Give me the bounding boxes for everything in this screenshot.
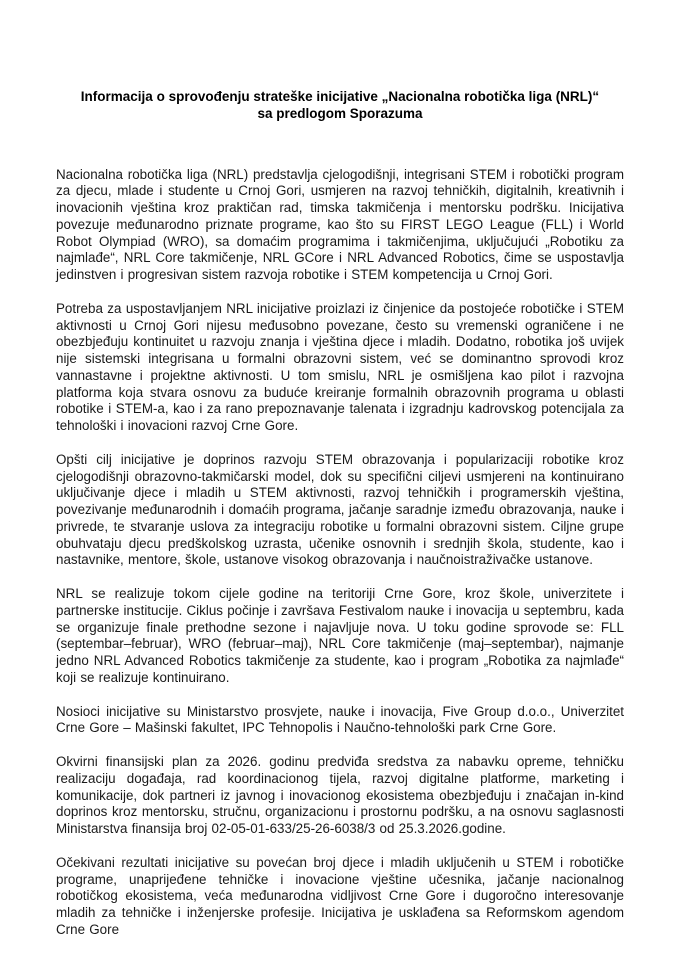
paragraph-implementation: NRL se realizuje tokom cijele godine na teritoriji Crne Gore, kroz škole, univerzitete i partnerske institucije. Ciklus počinje i završava Festivalom nauke i inovacija u septembru, kada se organizuje finale prethodne sezone i najavljuje nova. U toku godine sprovode se: FLL (septembar–februar), WRO (februar–maj), NRL Core takmičenje (maj–septembar), najmanje jedno NRL Advanced Robotics takmičenje za studente, kao i program „Robotika za najmlađe“ koji se realizuje kontinuirano. [56, 586, 624, 685]
paragraph-need: Potreba za uspostavljanjem NRL inicijative proizlazi iz činjenice da postojeće robotičke i STEM aktivnosti u Crnoj Gori nijesu međusobno povezane, često su vremenski ograničene i ne obezbjeđuju kontinuitet u razvoju znanja i vještina djece i mladih. Dodatno, robotika još uvijek nije sistemski integrisana u formalni obrazovni sistem, već se dominantno sprovodi kroz vannastavne i projektne aktivnosti. U tom smislu, NRL je osmišljena kao pilot i razvojna platforma koja stvara osnovu za buduće kreiranje formalnih obrazovnih programa u oblasti robotike i STEM-a, kao i za rano prepoznavanje talenata i izgradnju kadrovskog potencijala za tehnološki i inovacioni razvoj Crne Gore. [56, 300, 624, 434]
paragraph-expected-results: Očekivani rezultati inicijative su povećan broj djece i mladih uključenih u STEM i robotičke programe, unaprijeđene tehničke i inovacione vještine učesnika, jačanje nacionalnog robotičkog ekosistema, veća međunarodna vidljivost Crne Gore i dugoročno interesovanje mladih za tehničke i inženjerske profesije. Inicijativa je usklađena sa Reformskom agendom Crne Gore [56, 854, 624, 937]
document-body [56, 167, 624, 939]
document-title: Informacija o sprovođenju strateške inicijative „Nacionalna robotička liga (NRL)“ sa predlogom Sporazuma [80, 89, 600, 122]
paragraph-goals: Opšti cilj inicijative je doprinos razvoju STEM obrazovanja i popularizaciji robotike kroz cjelogodišnji obrazovno-takmičarski model, dok su specifični ciljevi usmjereni na kontinuirano uključivanje djece i mladih u STEM aktivnosti, razvoj tehničkih i programerskih vještina, povezivanje međunarodnih i domaćih programa, jačanje saradnje između obrazovanja, nauke i privrede, te stvaranje uslova za integraciju robotike u formalni obrazovni sistem. Ciljne grupe obuhvataju djecu predškolskog uzrasta, učenike osnovnih i srednjih škola, studente, kao i nastavnike, mentore, škole, ustanove visokog obrazovanja i naučnoistraživačke ustanove. [56, 451, 624, 568]
paragraph-intro: Nacionalna robotička liga (NRL) predstavlja cjelogodišnji, integrisani STEM i robotički program za djecu, mlade i studente u Crnoj Gori, usmjeren na razvoj tehničkih, digitalnih, kreativnih i inovacionih vještina kroz praktičan rad, timska takmičenja i mentorsku podršku. Inicijativa povezuje međunarodno priznate programe, kao što su FIRST LEGO League (FLL) i World Robot Olympiad (WRO), sa domaćim programima i takmičenjima, uključujući „Robotiku za najmlađe“, NRL Core takmičenje, NRL GCore i NRL Advanced Robotics, čime se uspostavlja jedinstven i progresivan sistem razvoja robotike i STEM kompetencija u Crnoj Gori. [56, 166, 624, 283]
paragraph-financial-plan: Okvirni finansijski plan za 2026. godinu predviđa sredstva za nabavku opreme, tehničku realizaciju događaja, rad koordinacionog tijela, razvoj digitalne platforme, marketing i komunikacije, dok partneri iz javnog i inovacionog ekosistema obezbjeđuju i značajan in-kind doprinos kroz mentorsku, stručnu, organizacionu i prostornu podršku, a na osnovu saglasnosti Ministarstva finansija broj 02-05-01-633/25-26-6038/3 od 25.3.2026.godine. [56, 754, 624, 837]
paragraph-stakeholders: Nosioci inicijative su Ministarstvo prosvjete, nauke i inovacija, Five Group d.o.o., Univerzitet Crne Gore – Mašinski fakultet, IPC Tehnopolis i Naučno-tehnološki park Crne Gore. [56, 703, 624, 736]
